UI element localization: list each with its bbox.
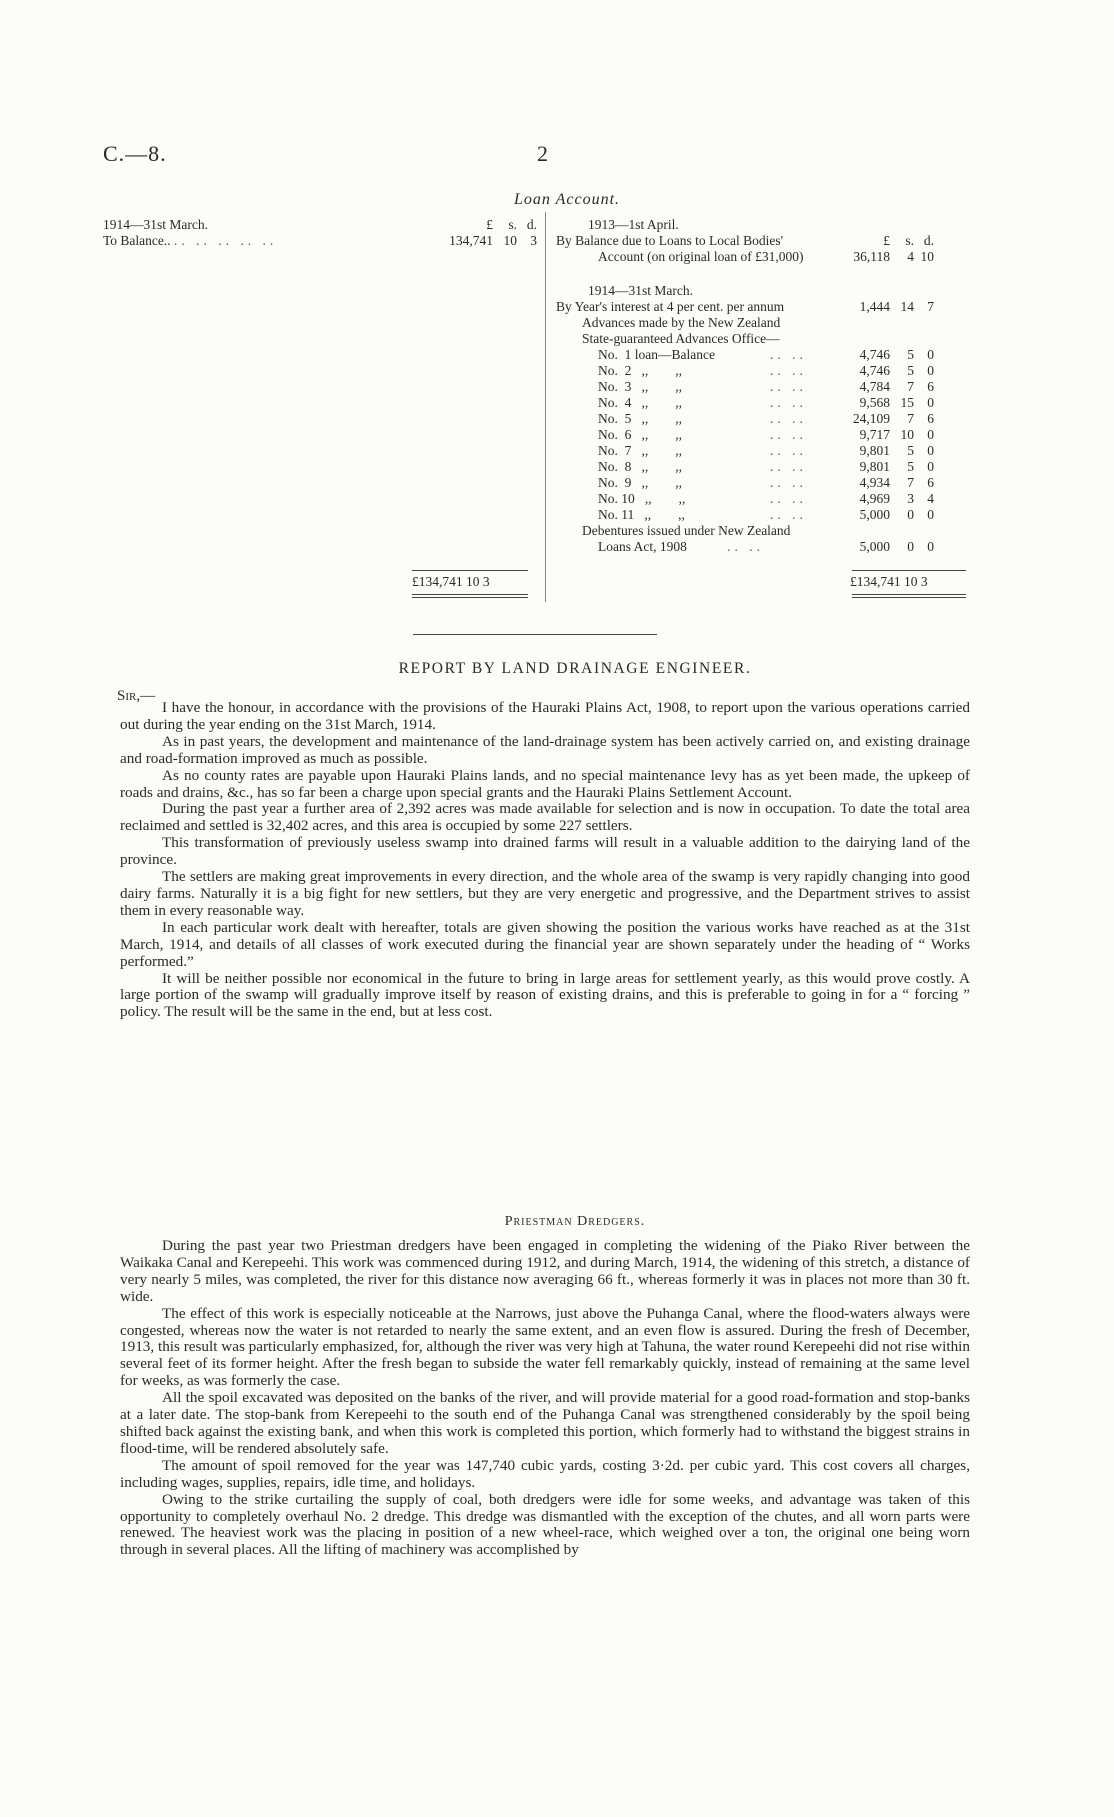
paragraph: The settlers are making great improvements in every direction, and the whole area of the swamp is very rapidly changing into good dairy farms. Naturally it is a big fight for new settlers, but they are very energetic and progressive, and the Department strives to assist them in every reasonable way. (120, 868, 970, 919)
loan-row-label: No. 7 ,, ,, (598, 443, 682, 458)
credit-interest-amount: 1,444 14 7 (859, 299, 934, 314)
credit-balance-line2: Account (on original loan of £31,000) (598, 249, 804, 264)
ledger-divider (545, 212, 546, 602)
loan-row-label: No. 3 ,, ,, (598, 379, 682, 394)
credit-currency-header: £ s. d. (883, 233, 934, 248)
paragraph: As no county rates are payable upon Hauraki Plains lands, and no special maintenance levy has as yet been made, the upkeep of roads and drains, &c., has so far been a charge upon special grants and the Hauraki Plains Settlement Account. (120, 766, 970, 801)
loan-row-amount: 9,801 5 0 (859, 459, 934, 474)
debit-total-rule (412, 570, 528, 571)
credit-advances-line1: Advances made by the New Zealand (582, 315, 781, 330)
debit-total: £134,741 10 3 (412, 574, 490, 589)
credit-debentures-line1: Debentures issued under New Zealand (582, 523, 791, 538)
paragraph: It will be neither possible nor economical in the future to bring in large areas for settlement yearly, as this would prove costly. A large portion of the swamp will gradually improve itself by reason of existing drains, and this is preferable to going in for a “ forcing ” policy. The result will be the same in the end, but at less cost. (120, 969, 970, 1021)
credit-debentures-amount: 5,000 0 0 (859, 539, 934, 554)
paragraph: I have the honour, in accordance with the provisions of the Hauraki Plains Act, 1908, to report upon the various operations carried out during the year ending on the 31st March, 1914. (120, 699, 970, 733)
credit-balance-line1: By Balance due to Loans to Local Bodies' (556, 233, 784, 248)
credit-advances-line2: State-guaranteed Advances Office— (582, 331, 780, 346)
debit-date: 1914—31st March. (103, 217, 208, 232)
leader-dots: .. .. (770, 411, 807, 426)
loan-row-label: No. 8 ,, ,, (598, 459, 682, 474)
loan-row-label: No. 10 ,, ,, (598, 491, 686, 506)
loan-row-label: No. 11 ,, ,, (598, 507, 685, 522)
report-code: C.—8. (103, 141, 167, 166)
leader-dots: .. .. (770, 459, 807, 474)
report-title: REPORT BY LAND DRAINAGE ENGINEER. (398, 660, 752, 677)
section-separator (413, 634, 657, 635)
loan-row-amount: 4,934 7 6 (859, 475, 934, 490)
credit-date-2: 1914—31st March. (588, 283, 693, 298)
leader-dots: .. .. (770, 395, 807, 410)
paragraph: The effect of this work is especially noticeable at the Narrows, just above the Puhanga Canal, where the flood-waters always were congested, whereas now the water is not retarded to nearly the same extent, and an even flow is assured. During the fresh of December, 1913, this result was particularly emphasized, for, although the river was very high at Tahuna, the water round Kerepeehi did not rise within several feet of its former height. After the fresh began to subside the water fell remarkably quickly, instead of remaining at the same level for weeks, as was formerly the case. (120, 1304, 970, 1390)
leader-dots: .. .. (770, 379, 807, 394)
credit-debentures-line2: Loans Act, 1908 .. .. (598, 539, 764, 554)
paragraph: The amount of spoil removed for the year was 147,740 cubic yards, costing 3·2d. per cubic yard. This cost covers all charges, including wages, supplies, repairs, idle time, and holidays. (120, 1456, 970, 1491)
loan-row-amount: 9,801 5 0 (859, 443, 934, 458)
loan-row-amount: 4,784 7 6 (859, 379, 934, 394)
report-body (120, 700, 970, 1021)
paragraph: This transformation of previously useless swamp into drained farms will result in a valuable addition to the dairying land of the province. (120, 834, 970, 869)
paragraph: All the spoil excavated was deposited on the banks of the river, and will provide material for a good road-formation and stop-banks at a later date. The stop-bank from Kerepeehi to the south end of the Puhanga Canal was strengthened considerably by the spoil being shifted back against the existing bank, and when this work is completed this portion, which formerly had to withstand the biggest strains in flood-time, will be rendered absolutely safe. (120, 1389, 970, 1457)
debit-double-rule (412, 594, 528, 595)
loan-row-label: No. 1 loan—Balance (598, 347, 715, 362)
leader-dots: .. .. (770, 443, 807, 458)
paragraph: During the past year two Priestman dredgers have been engaged in completing the widening of the Piako River between the Waikaka Canal and Kerepeehi. This work was commenced during 1912, and during March, 1914, the widening of this stretch, a distance of very nearly 5 miles, was completed, the river for this distance now averaging 66 ft., whereas formerly it was in places not more than 30 ft. wide. (120, 1237, 970, 1305)
credit-interest-line: By Year's interest at 4 per cent. per annum (556, 299, 785, 314)
leader-dots: .. .. (770, 507, 807, 522)
loan-row-amount: 5,000 0 0 (859, 507, 934, 522)
credit-double-rule (852, 594, 966, 595)
leader-dots: .. .. (770, 363, 807, 378)
loan-row-amount: 9,568 15 0 (859, 395, 934, 410)
subheading-priestman-dredgers: Priestman Dredgers. (504, 1214, 646, 1229)
paragraph: In each particular work dealt with hereafter, totals are given showing the position the various works have reached as at the 31st March, 1914, and details of all classes of work executed during the financial year are shown separately under the heading of “ Works performed.” (120, 918, 970, 970)
leader-dots: .. .. (770, 427, 807, 442)
loan-row-label: No. 6 ,, ,, (598, 427, 682, 442)
credit-total: £134,741 10 3 (850, 574, 928, 589)
page-number: 2 (537, 141, 548, 166)
paragraph: Owing to the strike curtailing the supply of coal, both dredgers were idle for some weeks, and advantage was taken of this opportunity to completely overhaul No. 2 dredge. This dredge was dismantled with the exception of the chutes, and all worn parts were renewed. The heaviest work was the placing in position of a new wheel-race, which weighed over a ton, the original one being worn through in several places. All the lifting of machinery was accomplished by (120, 1490, 970, 1559)
credit-date-1: 1913—1st April. (588, 217, 679, 232)
loan-account-title: Loan Account. (513, 191, 621, 208)
leader-dots: .. .. (770, 475, 807, 490)
salutation: Sir,— (117, 688, 156, 704)
loan-row-amount: 9,717 10 0 (859, 427, 934, 442)
loan-row-amount: 24,109 7 6 (852, 411, 934, 426)
debit-currency-header: £ s. d. (486, 217, 537, 232)
loan-row-amount: 4,969 3 4 (859, 491, 934, 506)
debit-label: To Balance.. .. .. .. .. .. (103, 233, 278, 248)
debit-amount: 134,741 10 3 (449, 233, 537, 248)
paragraph: As in past years, the development and maintenance of the land-drainage system has been actively carried on, and existing drainage and road-formation improved as much as possible. (120, 732, 970, 767)
leader-dots: .. .. (770, 347, 807, 362)
credit-balance-amount: 36,118 4 10 (853, 249, 934, 264)
leader-dots: .. .. (770, 491, 807, 506)
loan-row-label: No. 2 ,, ,, (598, 363, 682, 378)
credit-total-rule (852, 570, 966, 571)
loan-row-label: No. 9 ,, ,, (598, 475, 682, 490)
loan-row-label: No. 5 ,, ,, (598, 411, 682, 426)
paragraph: During the past year a further area of 2,392 acres was made available for selection and is now in occupation. To date the total area reclaimed and settled is 32,402 acres, and this area is occupied by some 227 settlers. (120, 800, 970, 835)
loan-row-amount: 4,746 5 0 (859, 347, 934, 362)
loan-row-amount: 4,746 5 0 (859, 363, 934, 378)
loan-row-label: No. 4 ,, ,, (598, 395, 682, 410)
report-body-2 (120, 1238, 970, 1559)
